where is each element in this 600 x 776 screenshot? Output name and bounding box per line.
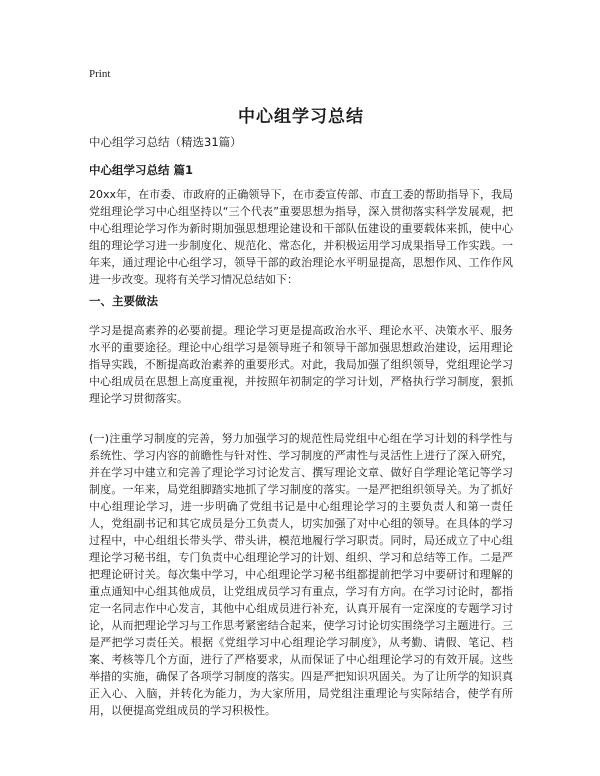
- document-title: 中心组学习总结: [238, 107, 364, 127]
- system-paragraph: (一)注重学习制度的完善，努力加强学习的规范性局党组中心组在学习计划的科学性与系统性、学习内容的前瞻性与针对性、学习制度的严肃性与灵活性上进行了深入研究，并在学习中建立和完善了理论学习讨论发言、撰写理论文章、做好自学理论笔记等学习制度。一年来，局党组脚踏实地抓了学习制度的落实。一是严把组织领导关。为了抓好中心组理论学习，进一步明确了党组书记是中心组理论学习的主要负责人和第一责任人，党组副书记和其它成员是分工负责人，切实加强了对中心组的领导。在具体的学习过程中，中心组组长带头学、带头讲，模范地履行学习职责。同时，局还成立了中心组理论学习秘书组，专门负责中心组理论学习的计划、组织、学习和总结等工作。二是严把理论研讨关。每次集中学习，中心组理论学习秘书组都提前把学习中要研讨和理解的重点通知中心组其他成员，让党组成员学习有重点，学习有方向。在学习讨论时，都指定一名同志作中心发言，其他中心组成员进行补充，认真开展有一定深度的专题学习讨论，从而把理论学习与工作思考紧密结合起来，使学习讨论切实围绕学习主题进行。三是严把学习责任关。根据《党组学习中心组理论学习制度》，从考勤、请假、笔记、档案、考核等几个方面，进行了严格要求，从而保证了中心组理论学习的有效开展。这些举措的实施，确保了各项学习制度的落实。四是严把知识巩固关。为了让所学的知识真正入心、入脑，并转化为能力，为大家所用，局党组注重理论与实际结合，使学有所用，以便提高党组成员的学习积极性。: [89, 432, 513, 717]
- intro-paragraph: 20xx年，在市委、市政府的正确领导下，在市委宣传部、市直工委的帮助指导下，我局党组理论学习中心组坚持以“三个代表”重要思想为指导，深入贯彻落实科学发展观，把中心组理论学习作为新时期加强思想理论建设和干部队伍建设的重要载体来抓，使中心组的理论学习进一步制度化、规范化、常态化，并积极运用学习成果指导工作实践。一年来，通过理论中心组学习，领导干部的政治理论水平明显提高，思想作风、工作作风进一步改变。现将有关学习情况总结如下：: [89, 188, 513, 286]
- methods-heading: 一、主要做法: [89, 294, 158, 308]
- document-subtitle: 中心组学习总结（精选31篇）: [89, 135, 242, 149]
- section-heading: 中心组学习总结 篇1: [89, 163, 194, 177]
- print-link[interactable]: Print: [89, 68, 111, 80]
- study-paragraph: 学习是提高素养的必要前提。理论学习更是提高政治水平、理论水平、决策水平、服务水平的重要途径。理论中心组学习是领导班子和领导干部加强思想政治建设，运用理论指导实践，不断提高政治素养的重要形式。对此，我局加强了组织领导，党组理论学习中心组成员在思想上高度重视，并按照年初制定的学习计划，严格执行学习制度，狠抓理论学习贯彻落实。: [89, 324, 513, 405]
